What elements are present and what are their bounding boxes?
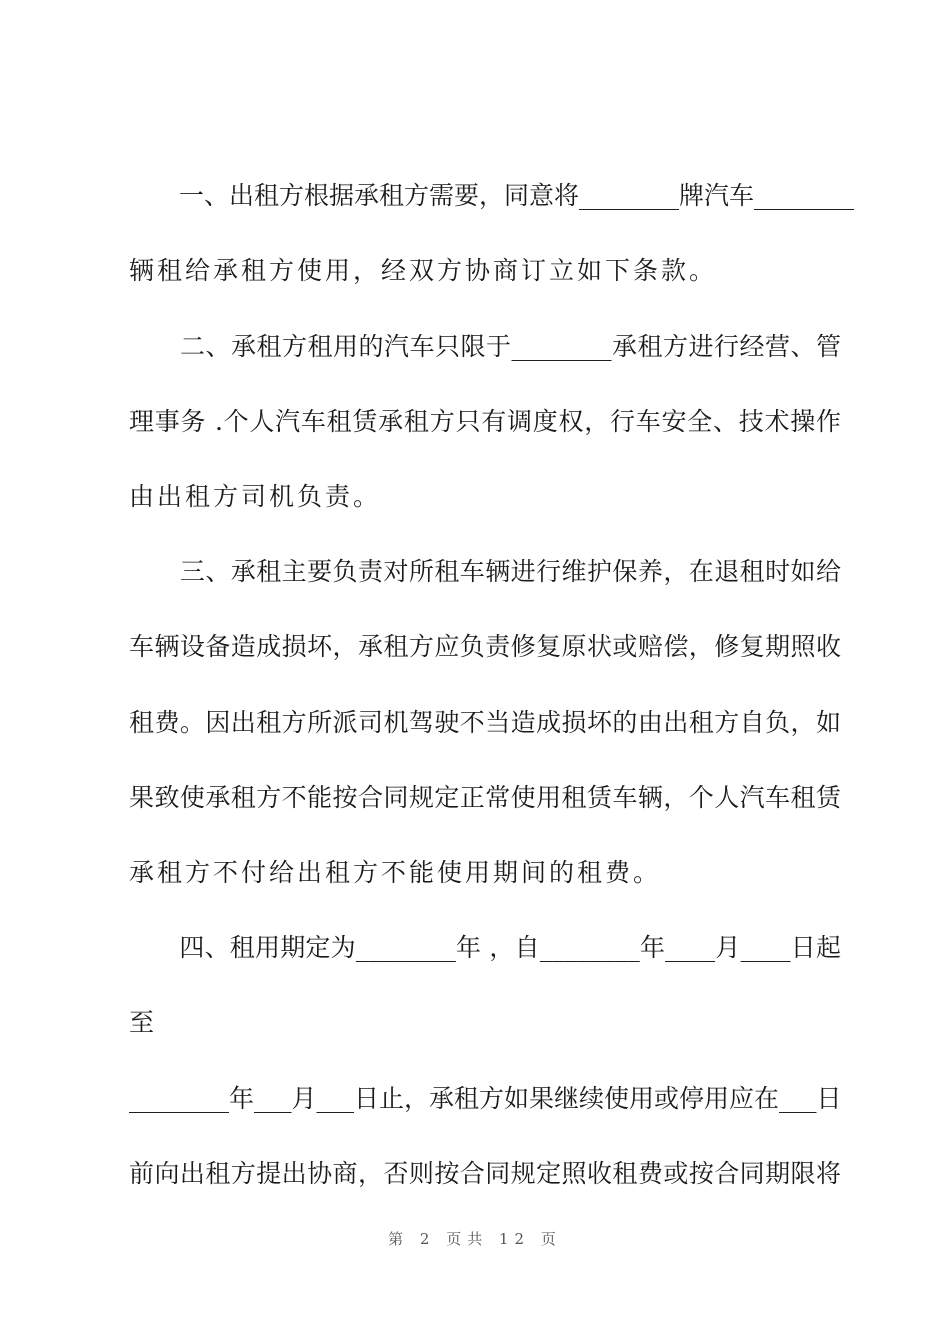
paragraph-4-line-4: 前向出租方提出协商，否则按合同规定照收租费或按合同期限将 [129, 1159, 841, 1188]
paragraph-3-line-4: 果致使承租方不能按合同规定正常使用租赁车辆，个人汽车租赁 [129, 783, 841, 812]
paragraph-3-line-2: 车辆设备造成损坏，承租方应负责修复原状或赔偿，修复期照收 [129, 632, 841, 661]
paragraph-4-line-3: ________年___月___日止，承租方如果继续使用或停用应在___日 [129, 1084, 842, 1113]
paragraph-2-line-3: 由出租方司机负责。 [129, 482, 382, 511]
paragraph-4-line-2: 至 [129, 1008, 158, 1037]
paragraph-4-line-1: 四、租用期定为________年 ，自________年____月____日起 [129, 933, 841, 962]
page-number-footer: 第 2 页共 12 页 [388, 1230, 562, 1248]
paragraph-1-line-2: 辆租给承租方使用，经双方协商订立如下条款。 [129, 256, 718, 285]
paragraph-3-line-3: 租费。因出租方所派司机驾驶不当造成损坏的由出租方自负，如 [129, 708, 841, 737]
paragraph-3-line-1: 三、承租主要负责对所租车辆进行维护保养，在退租时如给 [129, 557, 841, 586]
paragraph-2-line-2: 理事务 .个人汽车租赁承租方只有调度权，行车安全、技术操作 [129, 407, 841, 436]
paragraph-2-line-1: 二、承租方租用的汽车只限于________承租方进行经营、管 [129, 332, 841, 361]
paragraph-3-line-5: 承租方不付给出租方不能使用期间的租费。 [129, 858, 662, 887]
paragraph-1-line-1: 一、出租方根据承租方需要，同意将________牌汽车________ [129, 181, 855, 210]
